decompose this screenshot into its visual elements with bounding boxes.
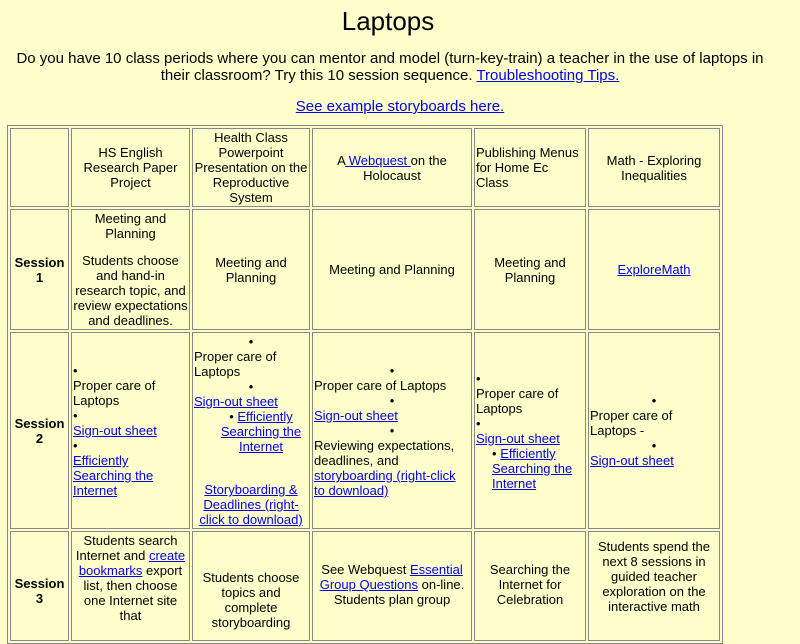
session1-holocaust: Meeting and Planning (312, 209, 472, 330)
session2-health-care: Proper care of Laptops (194, 349, 277, 379)
session1-label: Session 1 (10, 209, 69, 330)
session2-holocaust-review (314, 438, 470, 498)
session2-math-signout-link[interactable]: Sign-out sheet (590, 453, 674, 468)
session2-english-care: Proper care of Laptops (73, 378, 156, 408)
session1-english (71, 209, 190, 330)
session3-english (71, 531, 190, 641)
session1-row (10, 209, 720, 330)
bullet-icon: • (248, 379, 254, 394)
bullet-icon: • (651, 393, 657, 408)
session3-english-post: export list, then choose one Internet site that (83, 563, 183, 623)
session-table (7, 125, 723, 644)
session2-math (588, 332, 720, 529)
session3-health: Students choose topics and complete storyboarding (192, 531, 310, 641)
session2-math-care: Proper care of Laptops - (590, 408, 673, 438)
storyboards-link[interactable]: See example storyboards here. (295, 98, 505, 115)
session1-health: Meeting and Planning (192, 209, 310, 330)
session2-english (71, 332, 190, 529)
session3-holocaust-post: on-line. Students plan group (333, 577, 465, 607)
session3-holocaust (312, 531, 472, 641)
bullet-icon: • (651, 438, 657, 453)
session1-math (588, 209, 720, 330)
bullet-icon: • (389, 363, 395, 378)
header-holocaust-suffix: on the Holocaust (363, 152, 447, 183)
bullet-icon: • (389, 393, 395, 408)
storyboards-paragraph (0, 98, 800, 115)
session2-holocaust-storyboard-link[interactable]: storyboarding (right-click to download) (314, 468, 456, 498)
intro-text: Do you have 10 class periods where you can mentor and model (turn-key-train) a teacher in the use of laptops in their classroom? Try this 10 session sequence. (16, 50, 764, 84)
header-holocaust-prefix: A (337, 152, 346, 168)
session1-english-title: Meeting and Planning (94, 211, 167, 241)
header-publishing: Publishing Menus for Home Ec Class (474, 128, 586, 207)
bullet-icon: • (492, 445, 497, 461)
session2-holocaust (312, 332, 472, 529)
session2-health-searching (194, 409, 308, 454)
session2-publishing (474, 332, 586, 529)
create-bookmarks-link[interactable]: create bookmarks (78, 548, 186, 578)
bullet-icon: • (229, 409, 234, 424)
bullet-icon: • (389, 423, 395, 438)
bullet-icon: • (476, 415, 481, 431)
webquest-link[interactable]: Webquest (345, 152, 411, 168)
session3-math: Students spend the next 8 sessions in guided teacher exploration on the interactive math (588, 531, 720, 641)
session1-publishing: Meeting and Planning (474, 209, 586, 330)
session2-health-storyboard-link[interactable]: Storyboarding & Deadlines (right-click to download) (199, 482, 303, 527)
session2-holocaust-care: Proper care of Laptops (314, 378, 447, 393)
header-health: Health Class Powerpoint Presentation on the Reproductive System (192, 128, 310, 207)
session2-publishing-searching (476, 446, 584, 491)
session2-row (10, 332, 720, 529)
session2-health (192, 332, 310, 529)
session3-row (10, 531, 720, 641)
session2-health-signout-link[interactable]: Sign-out sheet (194, 394, 278, 409)
session2-label: Session 2 (10, 332, 69, 529)
bullet-icon: • (476, 370, 481, 386)
session2-health-storyboard (194, 482, 308, 527)
header-english: HS English Research Paper Project (71, 128, 190, 207)
session3-english-pre: Students search Internet and (75, 533, 178, 563)
corner-cell (10, 128, 69, 207)
session2-publishing-signout-link[interactable]: Sign-out sheet (476, 430, 560, 446)
bullet-icon: • (248, 334, 254, 349)
session3-label: Session 3 (10, 531, 69, 641)
bullet-icon: • (73, 438, 78, 453)
session2-health-searching-link[interactable]: Efficiently Searching the Internet (220, 409, 302, 454)
session2-publishing-care: Proper care of Laptops (476, 385, 559, 416)
session2-english-searching-link[interactable]: Efficiently Searching the Internet (73, 453, 154, 498)
page-title: Laptops (341, 6, 435, 36)
session3-publishing: Searching the Internet for Celebration (474, 531, 586, 641)
intro-paragraph (10, 50, 770, 84)
explore-math-link[interactable]: ExploreMath (617, 262, 691, 277)
header-holocaust (312, 128, 472, 207)
header-row (10, 128, 720, 207)
bullet-icon: • (73, 408, 78, 423)
session2-english-signout-link[interactable]: Sign-out sheet (73, 423, 157, 438)
session2-holocaust-signout-link[interactable]: Sign-out sheet (314, 408, 398, 423)
troubleshooting-link[interactable]: Troubleshooting Tips. (476, 67, 620, 84)
header-math: Math - Exploring Inequalities (588, 128, 720, 207)
session3-holocaust-pre: See Webquest (321, 562, 407, 577)
bullet-icon: • (73, 363, 78, 378)
session1-english-text: Students choose and hand-in research topic, and review expectations and deadlines. (73, 253, 188, 328)
session2-publishing-searching-link[interactable]: Efficiently Searching the Internet (492, 445, 573, 491)
essential-questions-link[interactable]: Essential Group Questions (319, 562, 463, 592)
session2-holocaust-review-text: Reviewing expectations, deadlines, and (314, 438, 455, 468)
